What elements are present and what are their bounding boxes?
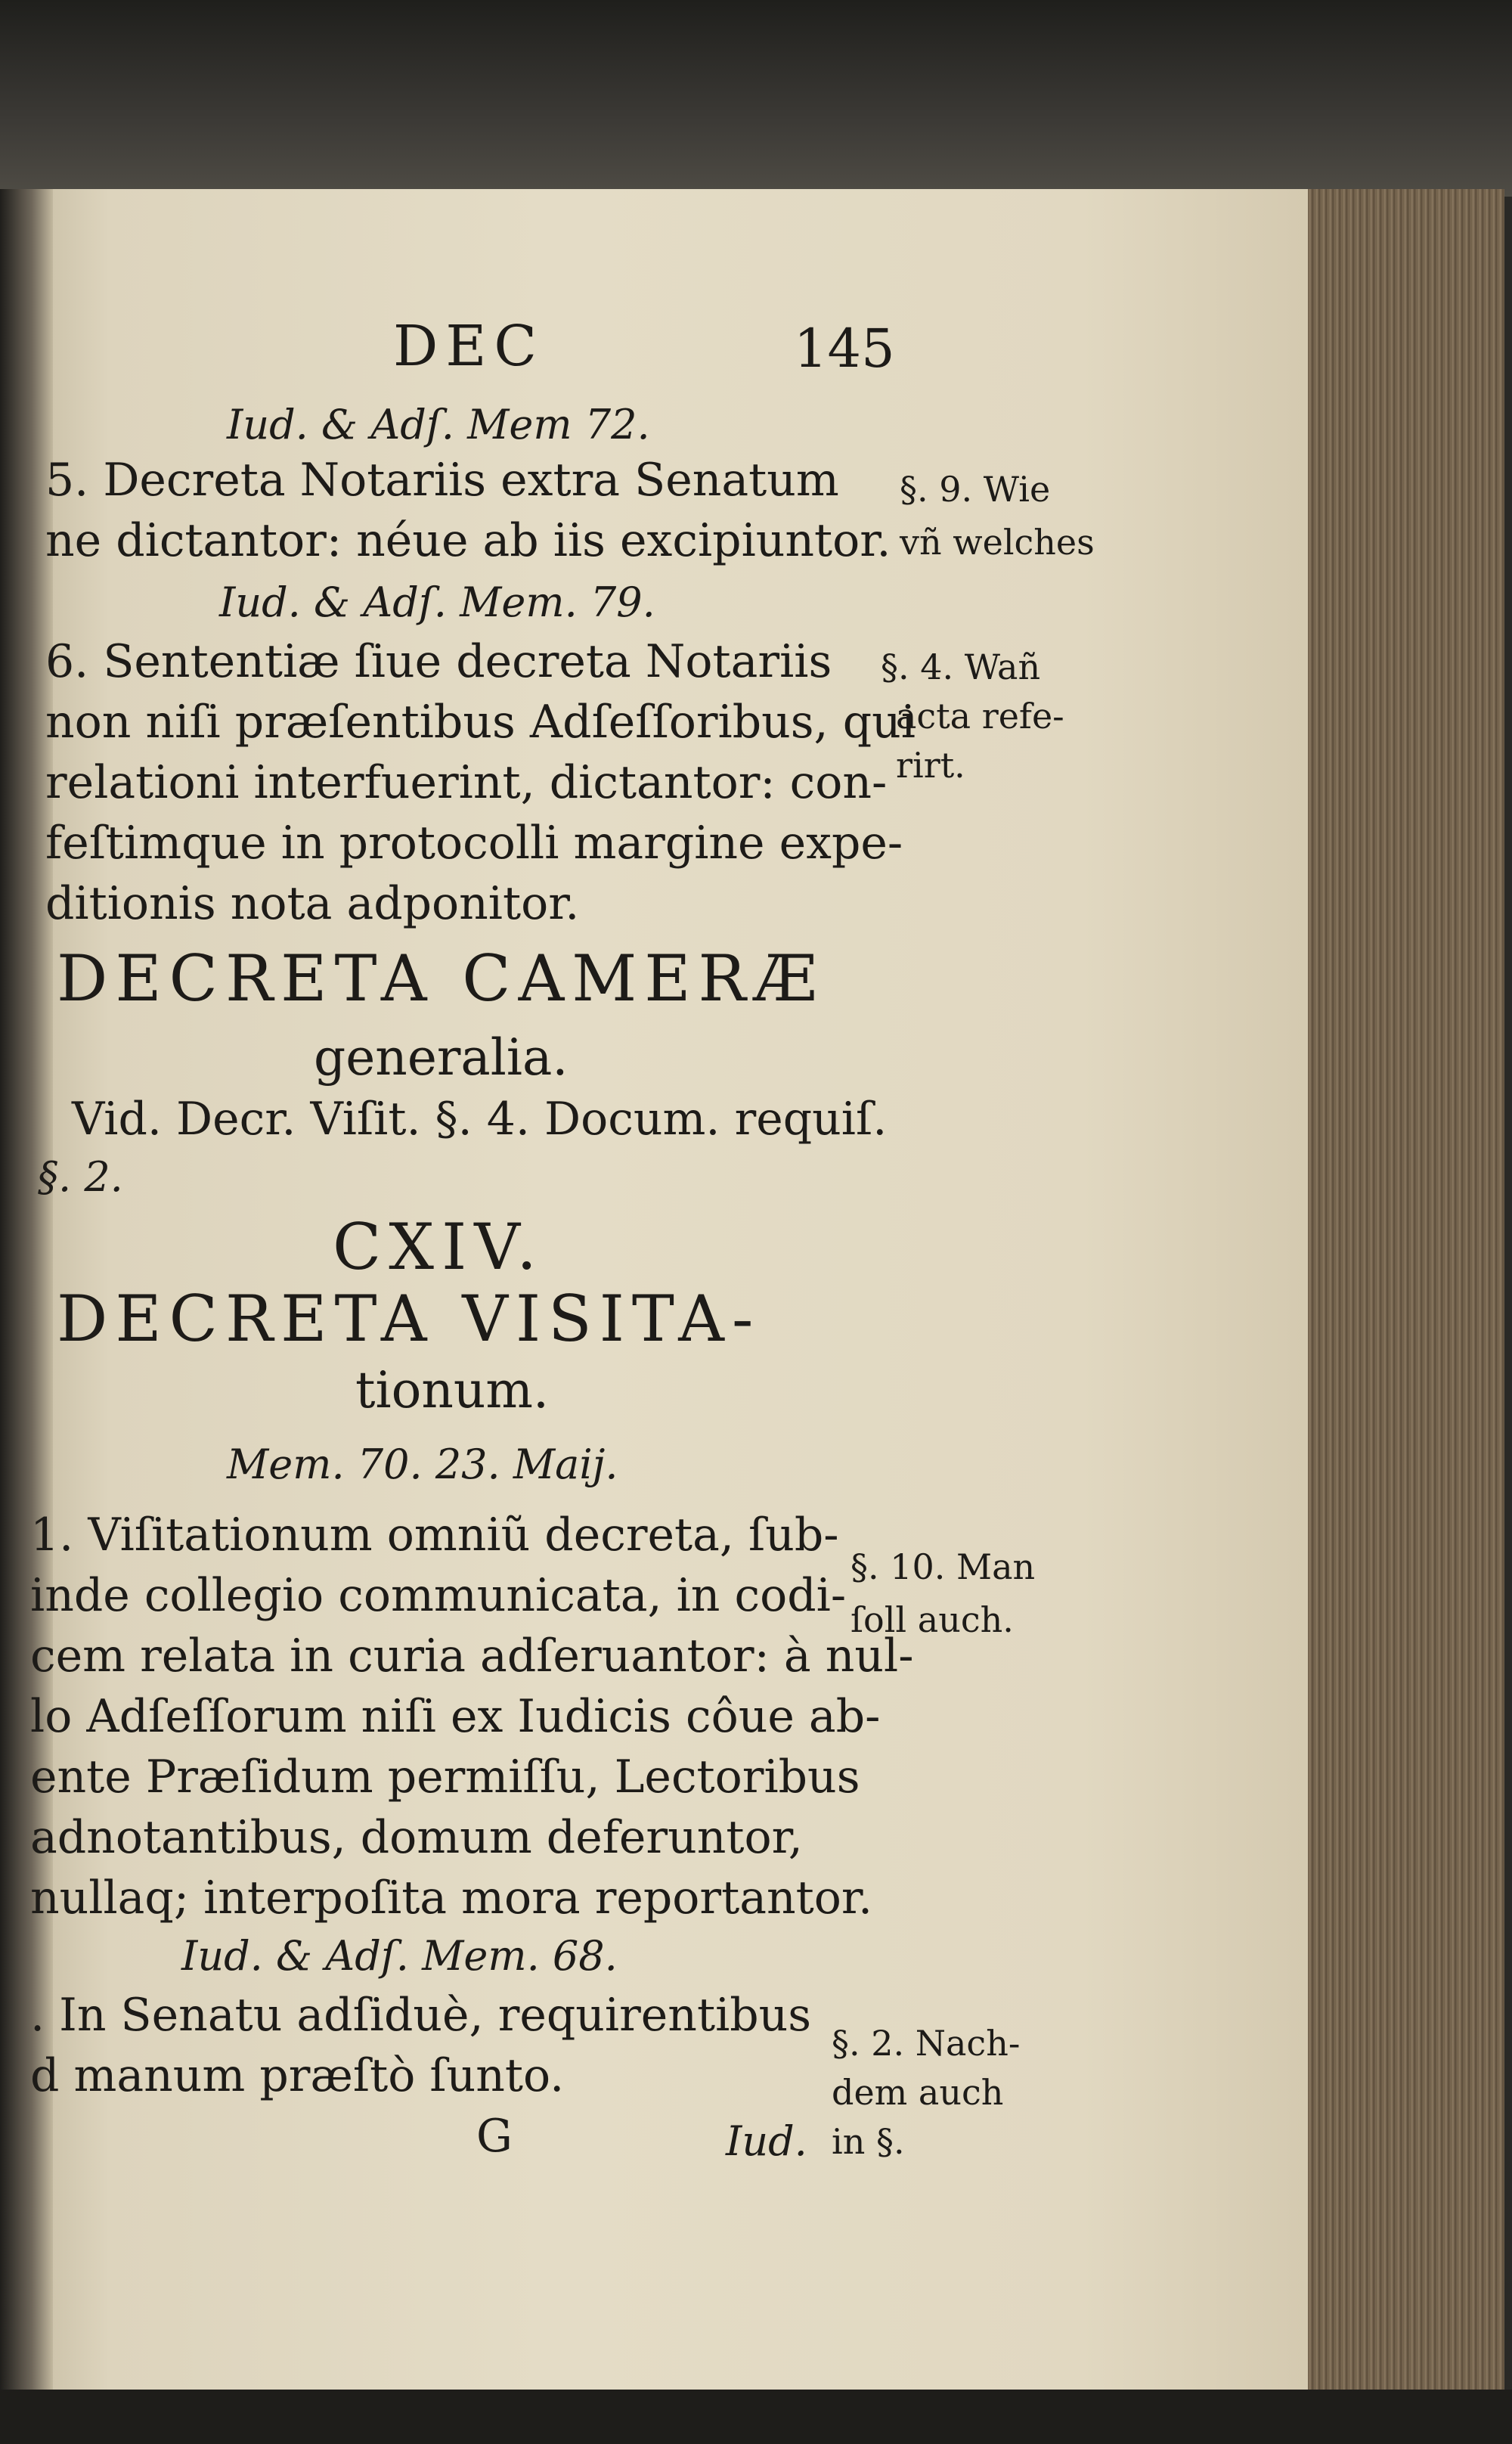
p1-line1: 1. Viſitationum omniũ decreta, ſub- xyxy=(30,1509,839,1562)
para6-line2: non niſi præſentibus Adſeſſoribus, qui xyxy=(45,696,916,749)
p2-line2: d manum præſtò ſunto. xyxy=(30,2049,565,2102)
running-head: DEC xyxy=(393,314,544,379)
para6-line5: ditionis nota adponitor. xyxy=(45,877,580,930)
reference-date: Mem. 70. 23. Maij. xyxy=(227,1441,618,1488)
para5-line2: ne dictantor: néue ab iis excipiuntor. xyxy=(45,514,891,567)
margin-note-2-line2: acta refe- xyxy=(896,696,1064,737)
signature-mark: G xyxy=(476,2110,513,2163)
vid-continuation: §. 2. xyxy=(38,1153,123,1201)
margin-note-3-line1: §. 10. Man xyxy=(850,1546,1036,1587)
margin-note-2-line1: §. 4. Wañ xyxy=(881,647,1041,687)
p1-line7: nullaq; interpoſita mora reportantor. xyxy=(30,1872,873,1924)
para6-line3: relationi interfuerint, dictantor: con- xyxy=(45,756,888,809)
para5-line1: 5. Decreta Notariis extra Senatum xyxy=(45,454,839,507)
margin-note-4-line3: in §. xyxy=(832,2121,905,2162)
catchword: Iud. xyxy=(726,2117,807,2165)
margin-note-3-line2: ſoll auch. xyxy=(850,1599,1014,1640)
heading-camerae-sub: generalia. xyxy=(314,1028,569,1087)
p1-line6: adnotantibus, domum deferuntor, xyxy=(30,1811,803,1864)
p1-line2: inde collegio communicata, in codi- xyxy=(30,1569,847,1622)
margin-note-1-line2: vñ welches xyxy=(900,522,1095,563)
heading-camerae: DECRETA CAMERÆ xyxy=(57,941,825,1016)
reference-mid: Iud. & Adſ. Mem. 79. xyxy=(219,578,655,626)
p2-line1: . In Senatu adſiduè, requirentibus xyxy=(30,1989,812,2042)
margin-note-1-line1: §. 9. Wie xyxy=(900,469,1051,510)
page-edges xyxy=(1308,189,1504,2397)
vid-line: Vid. Decr. Viſit. §. 4. Docum. requiſ. xyxy=(72,1093,888,1146)
reference-bottom: Iud. & Adſ. Mem. 68. xyxy=(181,1932,618,1980)
p1-line3: cem relata in curia adſeruantor: à nul- xyxy=(30,1630,914,1683)
heading-visitationum-sub: tionum. xyxy=(355,1361,549,1419)
top-shadow xyxy=(0,0,1512,197)
margin-note-4-line1: §. 2. Nach- xyxy=(832,2023,1021,2064)
margin-note-4-line2: dem auch xyxy=(832,2072,1004,2113)
para6-line4: feſtimque in protocolli margine expe- xyxy=(45,817,903,870)
bottom-shadow xyxy=(0,2390,1512,2444)
reference-top: Iud. & Adſ. Mem 72. xyxy=(227,401,650,448)
para6-line1: 6. Sententiæ ſiue decreta Notariis xyxy=(45,635,832,688)
heading-visitationum: DECRETA VISITA- xyxy=(57,1282,761,1356)
page-number: 145 xyxy=(794,318,895,380)
p1-line4: lo Adſeſſorum niſi ex Iudicis côue ab- xyxy=(30,1690,881,1743)
p1-line5: ente Præſidum permiſſu, Lectoribus xyxy=(30,1751,860,1804)
margin-note-2-line3: rirt. xyxy=(896,745,965,786)
section-numeral: CXIV. xyxy=(333,1210,544,1284)
